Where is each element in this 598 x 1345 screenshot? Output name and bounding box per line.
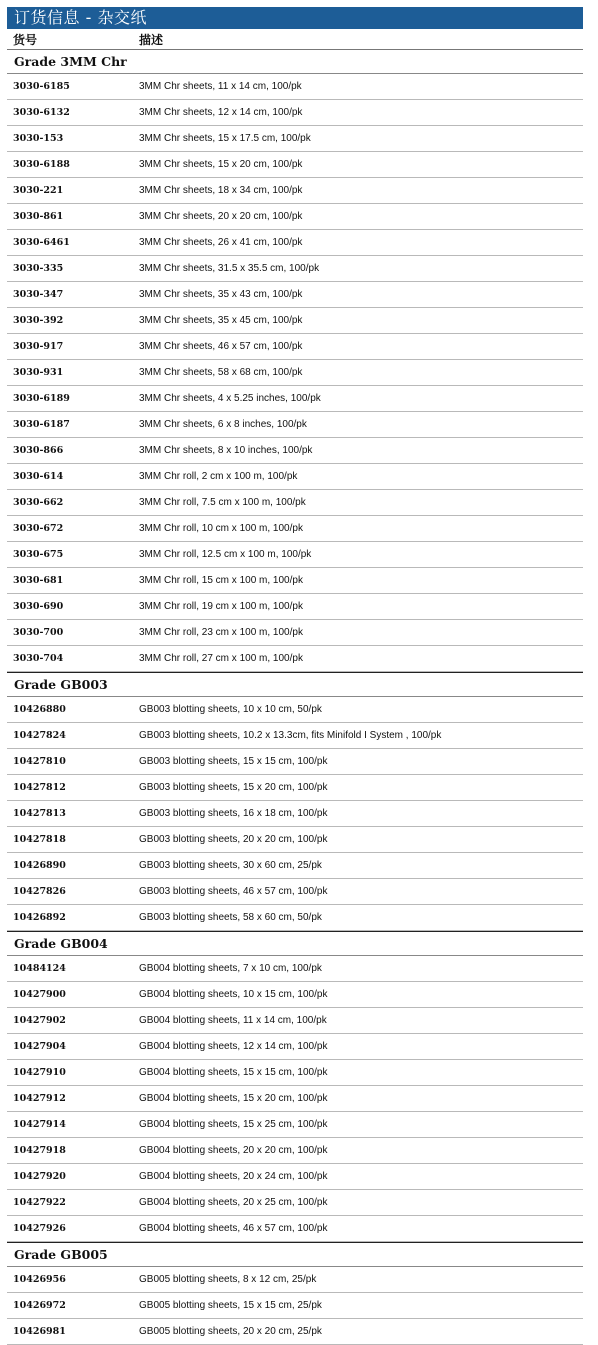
product-code: 3030-6461	[13, 237, 70, 248]
product-code: 3030-6132	[13, 107, 70, 118]
product-code: 3030-6187	[13, 419, 70, 430]
table-row	[7, 360, 583, 386]
product-code: 3030-917	[13, 341, 64, 352]
product-description: 3MM Chr sheets, 4 x 5.25 inches, 100/pk	[139, 393, 321, 404]
table-row	[7, 879, 583, 905]
table-row	[7, 1060, 583, 1086]
product-code: 10427824	[13, 730, 66, 741]
section-title: Grade GB005	[7, 1242, 583, 1267]
product-code: 10426892	[13, 912, 66, 923]
product-code: 10427922	[13, 1197, 66, 1208]
table-row	[7, 152, 583, 178]
product-description: 3MM Chr sheets, 12 x 14 cm, 100/pk	[139, 107, 303, 118]
product-description: GB004 blotting sheets, 20 x 20 cm, 100/pk	[139, 1145, 328, 1156]
product-code: 3030-392	[13, 315, 64, 326]
table-row	[7, 1008, 583, 1034]
product-code: 10427912	[13, 1093, 66, 1104]
product-code: 3030-700	[13, 627, 64, 638]
product-description: 3MM Chr sheets, 58 x 68 cm, 100/pk	[139, 367, 303, 378]
product-code: 3030-153	[13, 133, 64, 144]
product-description: GB003 blotting sheets, 10 x 10 cm, 50/pk	[139, 704, 322, 715]
product-description: GB004 blotting sheets, 12 x 14 cm, 100/pk	[139, 1041, 328, 1052]
table-row	[7, 1216, 583, 1242]
table-row	[7, 126, 583, 152]
product-code: 10427902	[13, 1015, 66, 1026]
product-description: 3MM Chr roll, 27 cm x 100 m, 100/pk	[139, 653, 303, 664]
sections-container	[7, 50, 583, 1345]
table-row	[7, 1319, 583, 1345]
table-row	[7, 74, 583, 100]
product-code: 10426890	[13, 860, 66, 871]
table-row	[7, 801, 583, 827]
table-row	[7, 646, 583, 672]
product-description: 3MM Chr sheets, 8 x 10 inches, 100/pk	[139, 445, 313, 456]
section-title: Grade 3MM Chr	[7, 50, 583, 74]
table-row	[7, 230, 583, 256]
product-code: 10427812	[13, 782, 66, 793]
product-description: GB004 blotting sheets, 20 x 24 cm, 100/pk	[139, 1171, 328, 1182]
table-row	[7, 542, 583, 568]
product-code: 10427904	[13, 1041, 66, 1052]
product-description: GB003 blotting sheets, 20 x 20 cm, 100/pk	[139, 834, 328, 845]
table-row	[7, 1190, 583, 1216]
table-row	[7, 1112, 583, 1138]
product-code: 3030-221	[13, 185, 64, 196]
product-code: 3030-861	[13, 211, 64, 222]
table-row	[7, 956, 583, 982]
table-row	[7, 594, 583, 620]
product-code: 3030-335	[13, 263, 64, 274]
product-code: 3030-6188	[13, 159, 70, 170]
product-description: 3MM Chr roll, 10 cm x 100 m, 100/pk	[139, 523, 303, 534]
table-row	[7, 386, 583, 412]
product-code: 3030-704	[13, 653, 64, 664]
product-code: 3030-931	[13, 367, 64, 378]
product-description: 3MM Chr roll, 15 cm x 100 m, 100/pk	[139, 575, 303, 586]
product-description: 3MM Chr sheets, 35 x 43 cm, 100/pk	[139, 289, 303, 300]
table-row	[7, 568, 583, 594]
product-code: 10426981	[13, 1326, 66, 1337]
table-row	[7, 853, 583, 879]
product-description: 3MM Chr sheets, 26 x 41 cm, 100/pk	[139, 237, 303, 248]
table-row	[7, 178, 583, 204]
product-description: GB004 blotting sheets, 15 x 25 cm, 100/pk	[139, 1119, 328, 1130]
product-code: 10427813	[13, 808, 66, 819]
product-description: GB004 blotting sheets, 20 x 25 cm, 100/pk	[139, 1197, 328, 1208]
product-description: 3MM Chr roll, 12.5 cm x 100 m, 100/pk	[139, 549, 312, 560]
product-code: 10427826	[13, 886, 66, 897]
product-code: 3030-662	[13, 497, 64, 508]
product-code: 10427926	[13, 1223, 66, 1234]
table-row	[7, 723, 583, 749]
table-row	[7, 827, 583, 853]
product-code: 10484124	[13, 963, 66, 974]
product-description: 3MM Chr sheets, 15 x 17.5 cm, 100/pk	[139, 133, 311, 144]
table-row	[7, 1164, 583, 1190]
product-code: 3030-672	[13, 523, 64, 534]
product-description: 3MM Chr sheets, 35 x 45 cm, 100/pk	[139, 315, 303, 326]
table-row	[7, 438, 583, 464]
product-code: 10427920	[13, 1171, 66, 1182]
table-row	[7, 1086, 583, 1112]
product-code: 10427810	[13, 756, 66, 767]
product-code: 3030-6189	[13, 393, 70, 404]
table-row	[7, 308, 583, 334]
product-description: GB004 blotting sheets, 7 x 10 cm, 100/pk	[139, 963, 322, 974]
product-description: 3MM Chr sheets, 20 x 20 cm, 100/pk	[139, 211, 303, 222]
product-code: 3030-6185	[13, 81, 70, 92]
product-code: 10427818	[13, 834, 66, 845]
product-code: 10426880	[13, 704, 66, 715]
product-description: GB005 blotting sheets, 20 x 20 cm, 25/pk	[139, 1326, 322, 1337]
table-row	[7, 204, 583, 230]
product-code: 10427918	[13, 1145, 66, 1156]
table-row	[7, 1034, 583, 1060]
product-description: 3MM Chr roll, 7.5 cm x 100 m, 100/pk	[139, 497, 306, 508]
product-description: 3MM Chr roll, 23 cm x 100 m, 100/pk	[139, 627, 303, 638]
product-description: GB004 blotting sheets, 15 x 20 cm, 100/pk	[139, 1093, 328, 1104]
product-description: GB004 blotting sheets, 10 x 15 cm, 100/pk	[139, 989, 328, 1000]
table-row	[7, 464, 583, 490]
column-header-code: 货号	[13, 32, 38, 47]
table-row	[7, 282, 583, 308]
table-row	[7, 1293, 583, 1319]
table-row	[7, 1267, 583, 1293]
product-description: GB004 blotting sheets, 15 x 15 cm, 100/pk	[139, 1067, 328, 1078]
product-description: GB003 blotting sheets, 15 x 20 cm, 100/pk	[139, 782, 328, 793]
table-row	[7, 412, 583, 438]
order-table	[7, 7, 583, 1345]
page-title: 订货信息 - 杂交纸	[7, 7, 583, 29]
table-row	[7, 697, 583, 723]
product-description: 3MM Chr sheets, 31.5 x 35.5 cm, 100/pk	[139, 263, 320, 274]
product-description: GB003 blotting sheets, 10.2 x 13.3cm, fits Minifold I System , 100/pk	[139, 730, 442, 741]
product-description: GB005 blotting sheets, 8 x 12 cm, 25/pk	[139, 1274, 317, 1285]
section-title: Grade GB003	[7, 672, 583, 697]
product-description: GB003 blotting sheets, 46 x 57 cm, 100/pk	[139, 886, 328, 897]
table-row	[7, 490, 583, 516]
column-header-description: 描述	[139, 32, 164, 47]
product-code: 3030-690	[13, 601, 64, 612]
table-row	[7, 100, 583, 126]
product-description: GB004 blotting sheets, 11 x 14 cm, 100/pk	[139, 1015, 327, 1026]
table-row	[7, 620, 583, 646]
table-row	[7, 256, 583, 282]
product-description: GB005 blotting sheets, 15 x 15 cm, 25/pk	[139, 1300, 322, 1311]
table-row	[7, 334, 583, 360]
product-description: 3MM Chr sheets, 15 x 20 cm, 100/pk	[139, 159, 303, 170]
product-description: 3MM Chr sheets, 11 x 14 cm, 100/pk	[139, 81, 302, 92]
table-row	[7, 982, 583, 1008]
product-code: 10427910	[13, 1067, 66, 1078]
table-row	[7, 749, 583, 775]
product-description: GB003 blotting sheets, 15 x 15 cm, 100/pk	[139, 756, 328, 767]
product-description: 3MM Chr sheets, 6 x 8 inches, 100/pk	[139, 419, 307, 430]
table-row	[7, 905, 583, 931]
product-code: 10426956	[13, 1274, 66, 1285]
product-code: 3030-866	[13, 445, 64, 456]
product-code: 10427900	[13, 989, 66, 1000]
product-code: 10426972	[13, 1300, 66, 1311]
product-code: 3030-675	[13, 549, 64, 560]
product-description: 3MM Chr roll, 19 cm x 100 m, 100/pk	[139, 601, 303, 612]
table-row	[7, 775, 583, 801]
table-row	[7, 516, 583, 542]
product-description: 3MM Chr sheets, 46 x 57 cm, 100/pk	[139, 341, 303, 352]
product-description: GB004 blotting sheets, 46 x 57 cm, 100/pk	[139, 1223, 328, 1234]
product-code: 10427914	[13, 1119, 66, 1130]
product-code: 3030-614	[13, 471, 64, 482]
column-header-row	[7, 29, 583, 50]
product-description: GB003 blotting sheets, 30 x 60 cm, 25/pk	[139, 860, 322, 871]
product-description: GB003 blotting sheets, 58 x 60 cm, 50/pk	[139, 912, 322, 923]
section-title: Grade GB004	[7, 931, 583, 956]
table-row	[7, 1138, 583, 1164]
product-code: 3030-347	[13, 289, 64, 300]
product-description: 3MM Chr sheets, 18 x 34 cm, 100/pk	[139, 185, 303, 196]
product-code: 3030-681	[13, 575, 64, 586]
product-description: GB003 blotting sheets, 16 x 18 cm, 100/pk	[139, 808, 328, 819]
product-description: 3MM Chr roll, 2 cm x 100 m, 100/pk	[139, 471, 298, 482]
